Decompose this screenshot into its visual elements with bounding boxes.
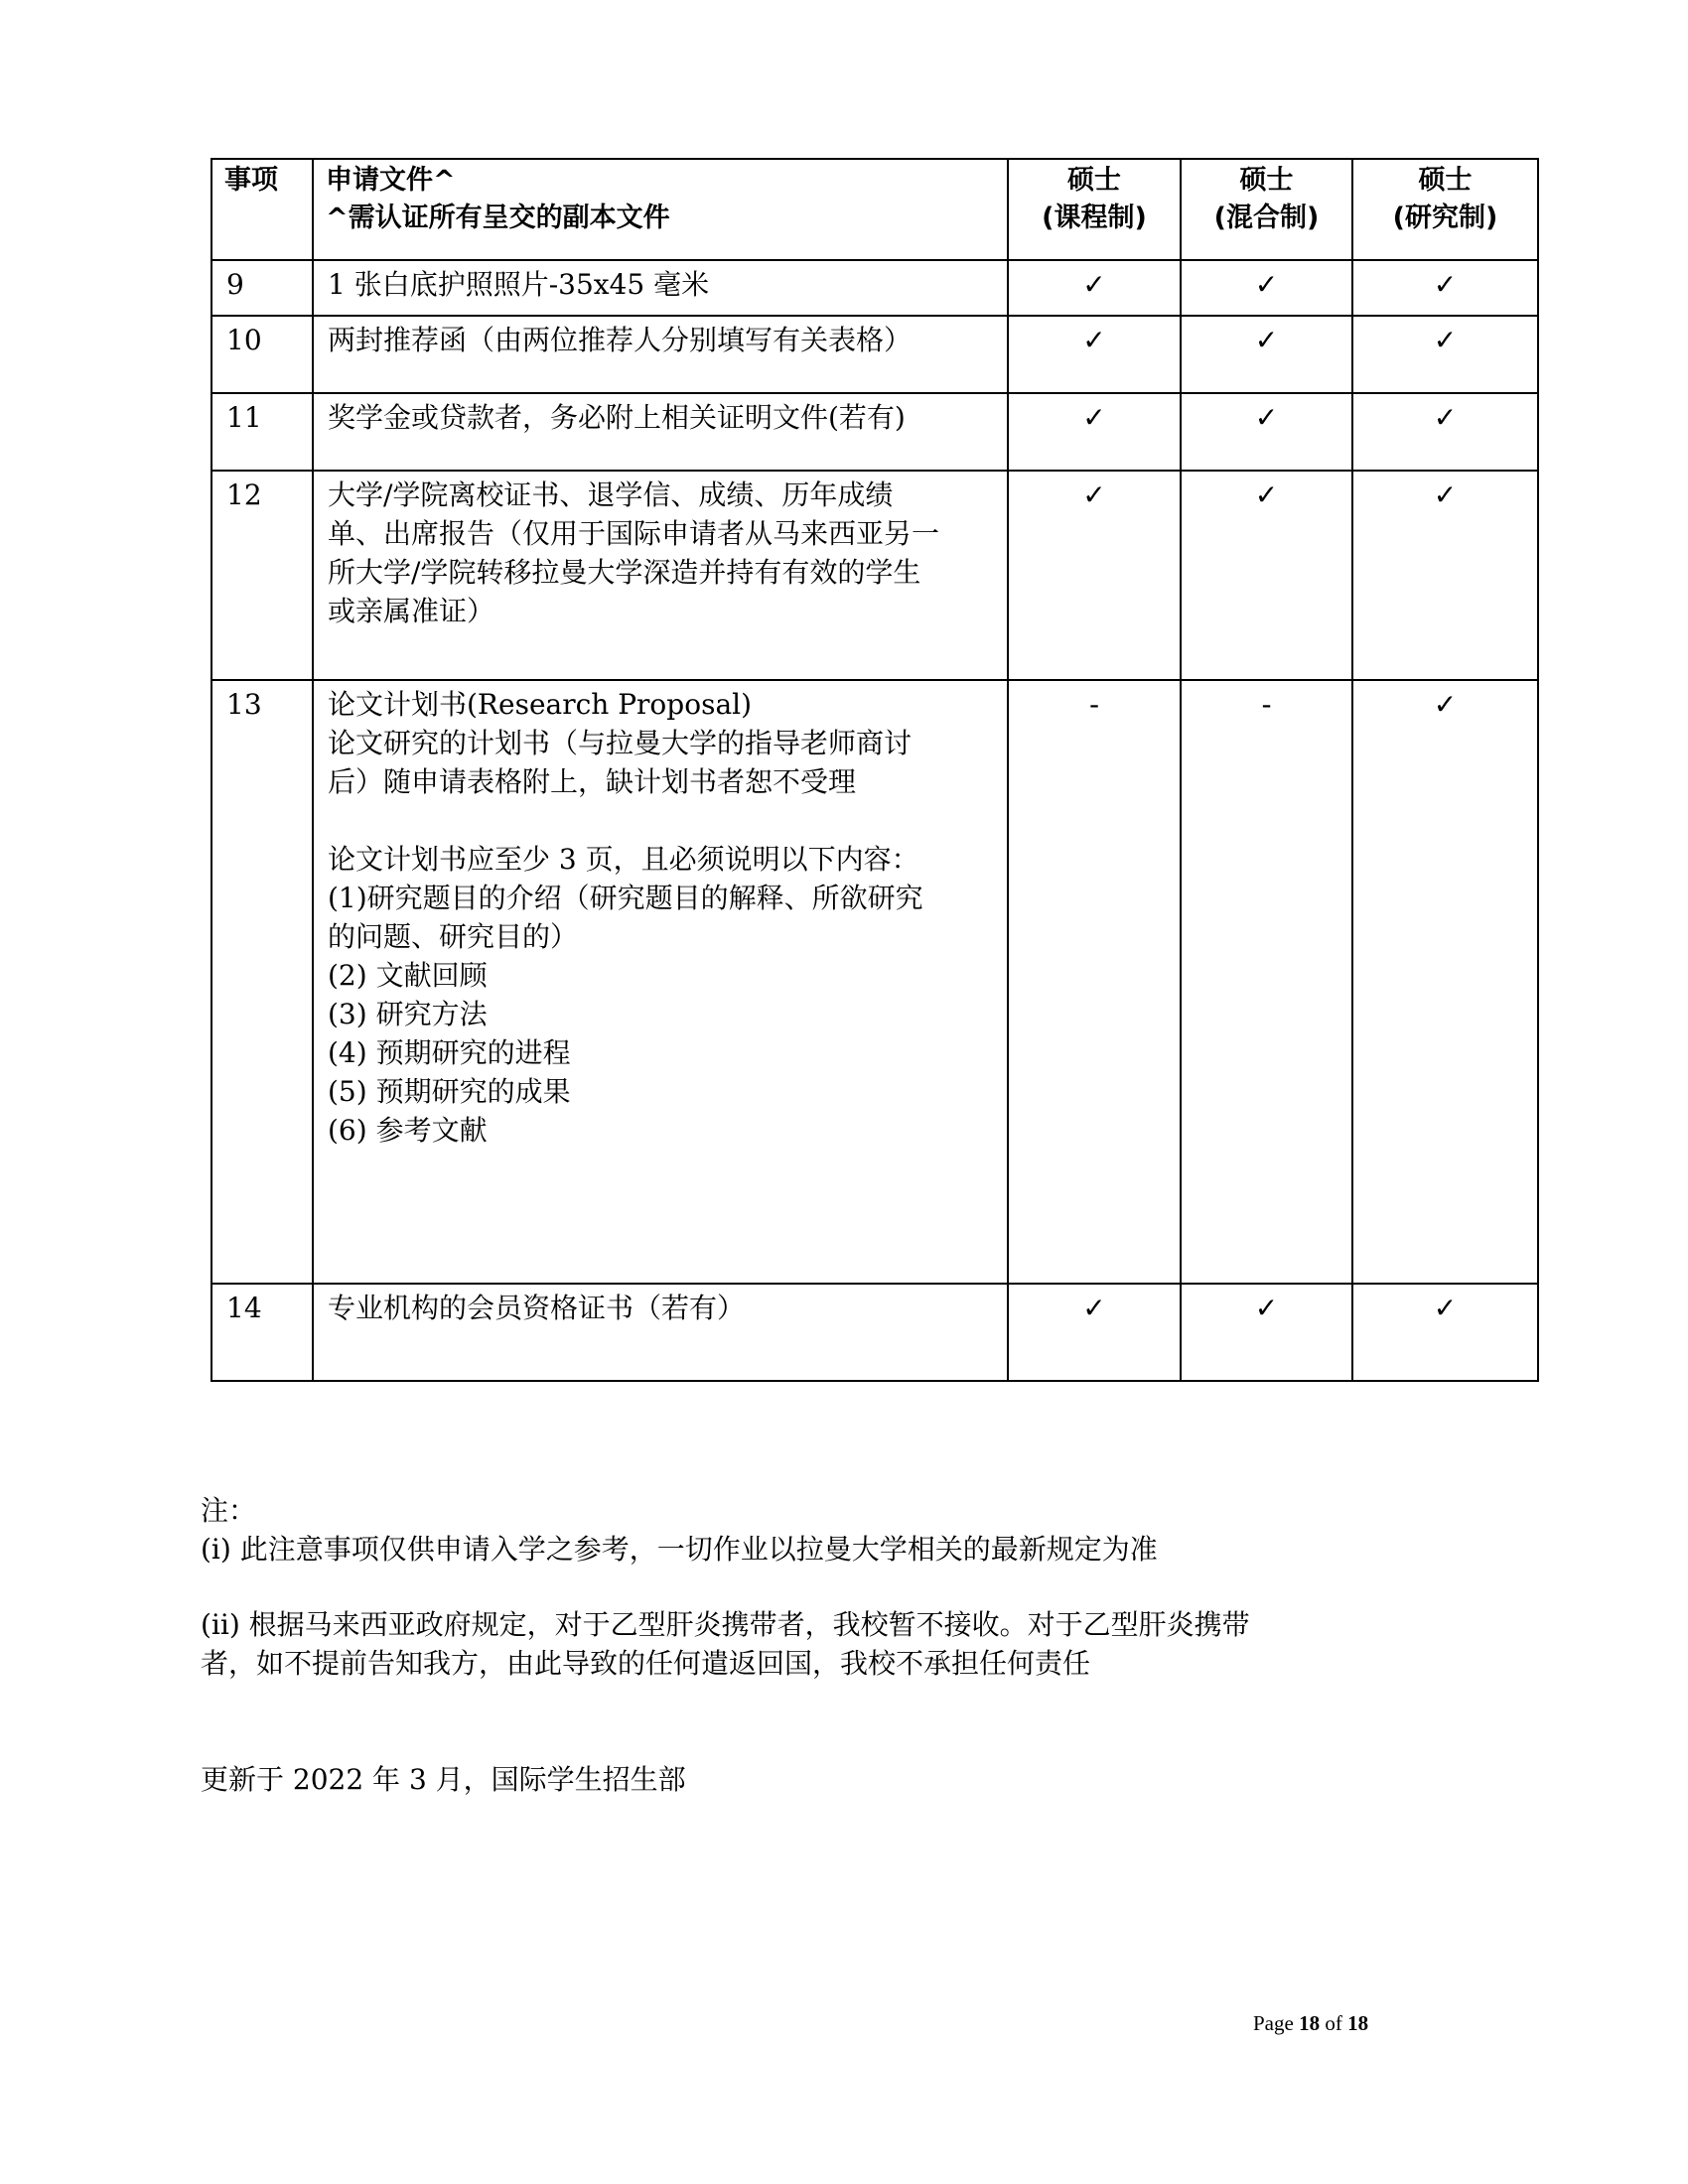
document-text: (4) 预期研究的进程 xyxy=(328,1036,571,1069)
dash-mark: - xyxy=(1181,680,1352,1284)
document-text: 论文计划书应至少 3 页，且必须说明以下内容： xyxy=(328,843,919,876)
check-mark: ✓ xyxy=(1352,393,1538,471)
row-document xyxy=(313,1284,1008,1381)
check-mark: ✓ xyxy=(1181,393,1352,471)
row-document xyxy=(313,316,1008,393)
header-degree-mode: (课程制) xyxy=(1042,203,1147,233)
document-text: 两封推荐函（由两位推荐人分别填写有关表格） xyxy=(328,324,913,356)
document-text: 1 张白底护照照片-35x45 毫米 xyxy=(328,268,710,301)
header-item: 事项 xyxy=(211,159,313,260)
document-text: 后）随申请表格附上，缺计划书者恕不受理 xyxy=(328,765,857,798)
check-mark: ✓ xyxy=(1181,260,1352,316)
requirements-table xyxy=(211,158,1539,1382)
check-mark: ✓ xyxy=(1352,680,1538,1284)
header-documents-note: ^需认证所有呈交的副本文件 xyxy=(326,203,670,233)
dash-mark: - xyxy=(1008,680,1181,1284)
document-text: 奖学金或贷款者，务必附上相关证明文件(若有) xyxy=(328,401,906,434)
note-2-line-1: (ii) 根据马来西亚政府规定，对于乙型肝炎携带者，我校暂不接收。对于乙型肝炎携带 xyxy=(201,1608,1250,1641)
note-1: (i) 此注意事项仅供申请入学之参考，一切作业以拉曼大学相关的最新规定为准 xyxy=(201,1533,1158,1566)
document-text: (1)研究题目的介绍（研究题目的解释、所欲研究 xyxy=(328,882,923,914)
document-text: 或亲属准证） xyxy=(328,595,495,627)
header-degree-mode: (研究制) xyxy=(1392,203,1498,233)
header-degree-label: 硕士 xyxy=(1067,165,1121,196)
table-row xyxy=(211,316,1538,393)
check-mark: ✓ xyxy=(1181,316,1352,393)
document-text: 大学/学院离校证书、退学信、成绩、历年成绩 xyxy=(328,478,894,511)
table-row xyxy=(211,471,1538,680)
row-document xyxy=(313,680,1008,1284)
header-master-research xyxy=(1352,159,1538,260)
document-text: 专业机构的会员资格证书（若有） xyxy=(328,1292,746,1324)
check-mark: ✓ xyxy=(1181,1284,1352,1381)
check-mark: ✓ xyxy=(1352,260,1538,316)
row-number: 13 xyxy=(211,680,313,1284)
check-mark: ✓ xyxy=(1008,316,1181,393)
document-text: 的问题、研究目的） xyxy=(328,920,579,953)
row-document xyxy=(313,471,1008,680)
header-documents xyxy=(313,159,1008,260)
table-row xyxy=(211,393,1538,471)
check-mark: ✓ xyxy=(1008,471,1181,680)
note-2-line-2: 者，如不提前告知我方，由此导致的任何遣返回国，我校不承担任何责任 xyxy=(201,1647,1091,1680)
check-mark: ✓ xyxy=(1352,1284,1538,1381)
document-text: (5) 预期研究的成果 xyxy=(328,1075,571,1108)
document-text: 论文计划书(Research Proposal) xyxy=(328,688,753,721)
row-number: 11 xyxy=(211,393,313,471)
row-number: 10 xyxy=(211,316,313,393)
row-document xyxy=(313,260,1008,316)
document-text: 单、出席报告（仅用于国际申请者从马来西亚另一 xyxy=(328,517,940,550)
check-mark: ✓ xyxy=(1008,1284,1181,1381)
row-number: 14 xyxy=(211,1284,313,1381)
header-degree-label: 硕士 xyxy=(1418,165,1473,196)
table-row xyxy=(211,1284,1538,1381)
row-document xyxy=(313,393,1008,471)
document-text: (6) 参考文献 xyxy=(328,1114,488,1147)
current-page: 18 xyxy=(1299,2011,1321,2035)
check-mark: ✓ xyxy=(1352,316,1538,393)
row-number: 9 xyxy=(211,260,313,316)
check-mark: ✓ xyxy=(1008,393,1181,471)
header-degree-label: 硕士 xyxy=(1239,165,1294,196)
table-row xyxy=(211,260,1538,316)
table-header-row xyxy=(211,159,1538,260)
check-mark: ✓ xyxy=(1008,260,1181,316)
total-pages: 18 xyxy=(1347,2011,1369,2035)
header-degree-mode: (混合制) xyxy=(1213,203,1320,233)
notes-heading: 注： xyxy=(201,1494,257,1527)
paragraph-gap xyxy=(328,801,993,840)
document-text: 所大学/学院转移拉曼大学深造并持有有效的学生 xyxy=(328,556,921,589)
document-text: (2) 文献回顾 xyxy=(328,959,488,992)
page-number xyxy=(1253,2011,1368,2036)
row-number: 12 xyxy=(211,471,313,680)
header-master-coursework xyxy=(1008,159,1181,260)
header-master-mixed xyxy=(1181,159,1352,260)
of-word: of xyxy=(1325,2011,1342,2035)
table-row xyxy=(211,680,1538,1284)
document-text: 论文研究的计划书（与拉曼大学的指导老师商讨 xyxy=(328,727,913,759)
document-text: (3) 研究方法 xyxy=(328,998,488,1030)
update-note: 更新于 2022 年 3 月，国际学生招生部 xyxy=(201,1763,686,1796)
header-documents-title: 申请文件^ xyxy=(326,165,456,196)
check-mark: ✓ xyxy=(1352,471,1538,680)
check-mark: ✓ xyxy=(1181,471,1352,680)
page-word: Page xyxy=(1253,2011,1294,2035)
